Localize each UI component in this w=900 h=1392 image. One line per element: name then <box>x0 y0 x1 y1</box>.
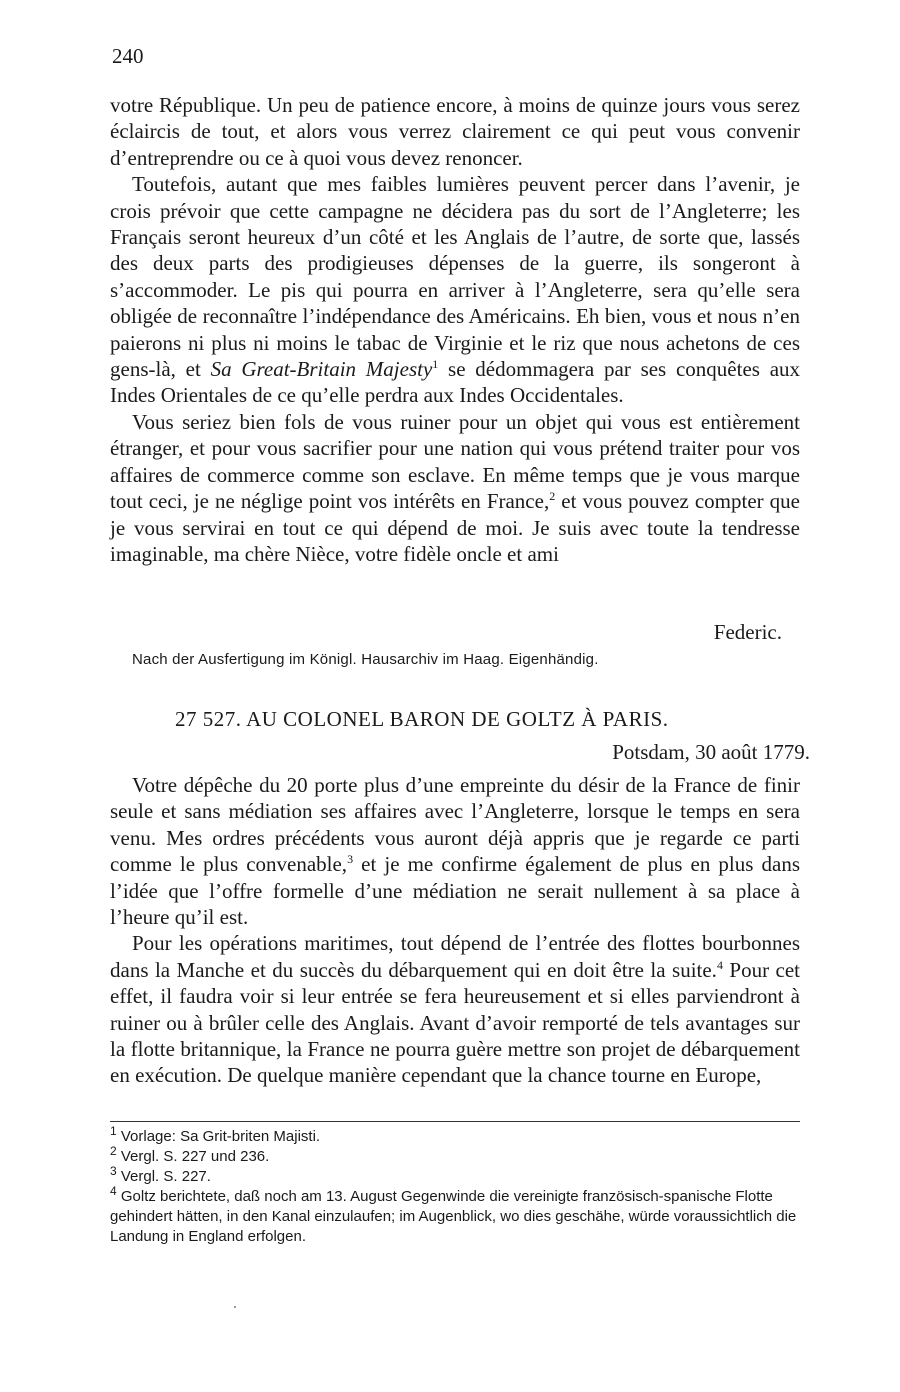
letter-heading: 27 527. AU COLONEL BARON DE GOLTZ À PARIS. <box>175 707 669 731</box>
paragraph: votre République. Un peu de patience encore, à moins de quinze jours vous serez éclaircis de tout, et alors vous verrez clairement ce qui peut vous convenir d’entreprendre ou ce à quoi vous devez renoncer. <box>110 93 800 170</box>
footnote-mark: 1 <box>432 357 439 372</box>
footnote-mark: 3 <box>347 852 354 867</box>
footnote-text: Goltz berichtete, daß noch am 13. August Gegenwinde die vereinigte französisch-spanische Flotte gehindert hätten, in den Kanal einzulaufen; im Augenblick, wo dies geschähe, würde voraussichtlich die Landung in England erfolgen. <box>110 1188 797 1245</box>
paragraph-text: Pour cet effet, il faudra voir si leur entrée se fera heureusement et si elles parviendront à ruiner ou à brûler celle des Anglais. Avant d’avoir remporté de tels avantages sur la flotte britannique, la France ne pourra guère mettre son projet de débarquement en exécution. De quelque manière cependant que la chance tourne en Europe, <box>110 957 800 1088</box>
paragraph <box>110 772 800 930</box>
signature: Federic. <box>713 620 782 644</box>
source-note: Nach der Ausfertigung im Königl. Hausarchiv im Haag. Eigenhändig. <box>132 651 599 668</box>
footnotes <box>110 1124 800 1247</box>
footnote-number: 4 <box>110 1184 117 1198</box>
second-letter-body <box>110 772 800 1089</box>
footnote-number: 2 <box>110 1144 117 1158</box>
dateline: Potsdam, 30 août 1779. <box>612 740 810 764</box>
footnote-text: Vorlage: Sa Grit-briten Majisti. <box>120 1128 321 1145</box>
footnote <box>110 1184 800 1247</box>
footnote-text: Vergl. S. 227 und 236. <box>120 1148 270 1165</box>
paragraph-text: Vous seriez bien fols de vous ruiner pour un objet qui vous est entièrement étranger, et pour vous sacrifier pour une nation qui vous prétend traiter pour vos affaires de commerce comme son esclave. En même temps que je vous marque tout ceci, je ne néglige point vos intérêts en France, <box>110 409 800 514</box>
paragraph <box>110 930 800 1088</box>
footnote-number: 3 <box>110 1164 117 1178</box>
footnote <box>110 1164 800 1187</box>
paragraph-text: Pour les opérations maritimes, tout dépend de l’entrée des flottes bourbonnes dans la Manche et du succès du débarquement qui en doit être la suite. <box>110 931 800 982</box>
paragraph-text: et vous pouvez compter que je vous servirai en tout ce qui dépend de moi. Je suis avec toute la tendresse imaginable, ma chère Nièce, votre fidèle oncle et ami <box>110 489 800 566</box>
footnote-mark: 2 <box>549 489 556 504</box>
footnote-number: 1 <box>110 1124 117 1138</box>
footnote-divider <box>110 1121 800 1122</box>
page-number: 240 <box>112 44 144 68</box>
paragraph-text: Votre dépêche du 20 porte plus d’une empreinte du désir de la France de finir seule et sans médiation ses affaires avec l’Angleterre, lorsque le temps en sera venu. Mes ordres précédents vous auront déjà appris que je regarde ce parti comme le plus convenable, <box>110 773 800 877</box>
footnote-mark: 4 <box>716 957 723 972</box>
footnote <box>110 1124 800 1147</box>
first-letter-body <box>110 92 800 567</box>
print-speck <box>234 1306 236 1308</box>
italic-phrase: Sa Great-Britain Majesty <box>210 357 433 382</box>
paragraph <box>110 171 800 409</box>
paragraph-text: se dédommagera par ses conquêtes aux Indes Orientales de ce qu’elle perdra aux Indes Occidentales. <box>110 357 801 408</box>
paragraph <box>110 409 800 567</box>
footnote-text: Vergl. S. 227. <box>120 1168 211 1185</box>
footnote <box>110 1144 800 1167</box>
paragraph-text: et je me confirme également de plus en plus dans l’idée que l’offre formelle d’une médiation ne serait nullement à sa place à l’heure qu’il est. <box>110 852 800 930</box>
paragraph-text: Toutefois, autant que mes faibles lumières peuvent percer dans l’avenir, je crois prévoir que cette campagne ne décidera pas du sort de l’Angleterre; les Français seront heureux d’un côté et les Anglais de l’autre, de sorte que, lassés des deux parts des prodigieuses dépenses de la guerre, ils songeront à s’accommoder. Le pis qui pourra en arriver à l’Angleterre, sera qu’elle sera obligée de reconnaître l’indépendance des Américains. Eh bien, vous et nous n’en paierons ni plus ni moins le tabac de Virginie et le riz que nous achetons de ces gens-là, et <box>110 172 800 382</box>
